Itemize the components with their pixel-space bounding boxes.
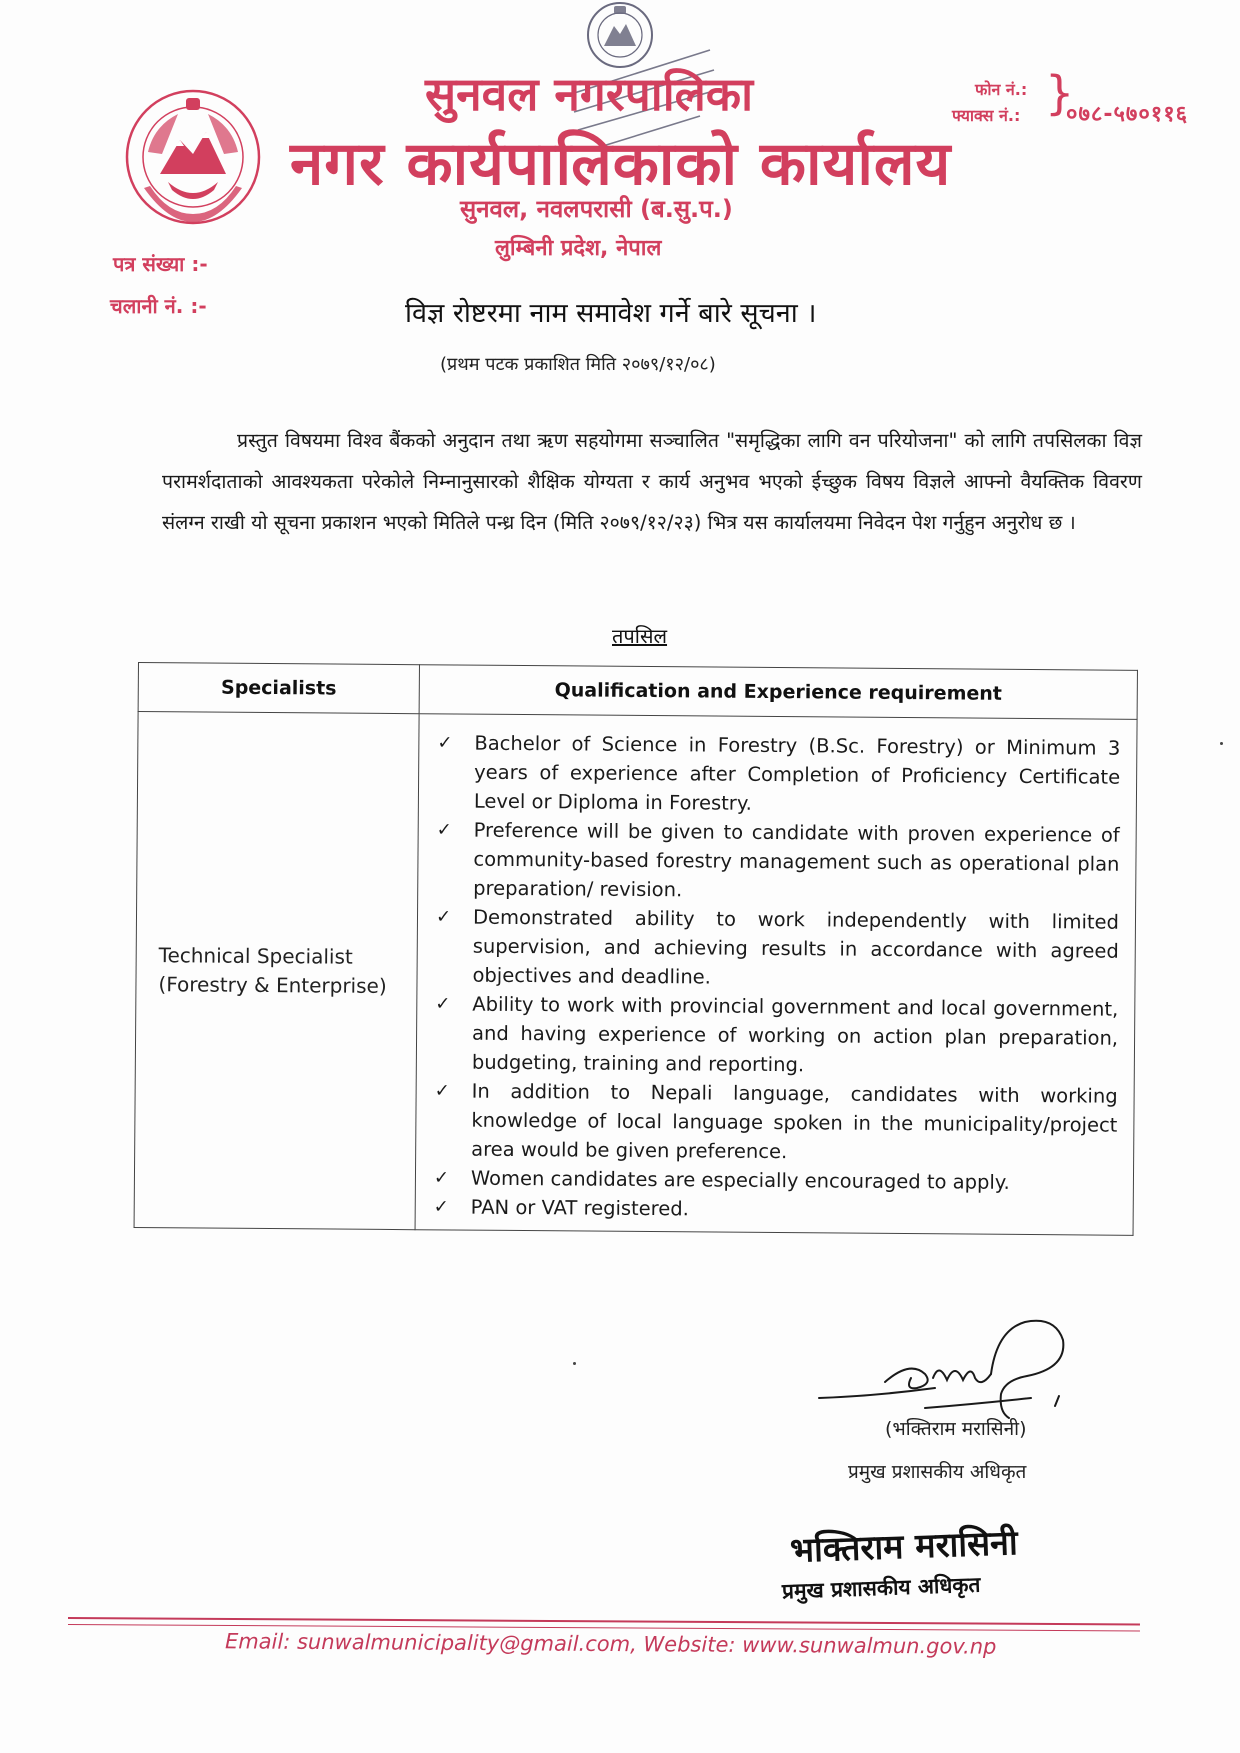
- specialist-cell: Technical Specialist (Forestry & Enterprise): [134, 712, 419, 1230]
- requirement-text: PAN or VAT registered.: [470, 1195, 689, 1221]
- requirement-item: [426, 1076, 1118, 1168]
- checkmark-icon: ✓: [436, 819, 452, 841]
- requirement-item: [427, 989, 1119, 1081]
- office-name: नगर कार्यपालिकाको कार्यालय: [290, 129, 952, 199]
- published-date: (प्रथम पटक प्रकाशित मिति २०७९/१२/०८): [440, 354, 716, 375]
- address-line-2: लुम्बिनी प्रदेश, नेपाल: [495, 236, 662, 261]
- notice-title: विज्ञ रोष्टरमा नाम समावेश गर्ने बारे सूचना ।: [405, 298, 817, 329]
- footer-contact: Email: sunwalmunicipality@gmail.com, Website: www.sunwalmun.gov.np: [224, 1629, 997, 1659]
- scan-speck: [573, 1362, 576, 1365]
- requirement-item: [429, 728, 1121, 820]
- table-row: [134, 712, 1137, 1236]
- qualification-header: Qualification and Experience requirement: [419, 665, 1137, 720]
- letter-number-label: पत्र संख्या :-: [113, 252, 208, 276]
- annex-heading: तपसिल: [612, 624, 668, 648]
- checkmark-icon: ✓: [434, 1080, 450, 1102]
- checkmark-icon: ✓: [437, 732, 453, 754]
- requirement-text: Bachelor of Science in Forestry (B.Sc. Forestry) or Minimum 3 years of experience after Completion of Proficiency Certificate Level or Diploma in Forestry.: [473, 731, 1121, 815]
- requirement-text: Ability to work with provincial government and local government, and having experience of working on action plan preparation, budgeting, training and reporting.: [471, 992, 1119, 1077]
- requirement-text: In addition to Nepali language, candidates with working knowledge of local language spoken in the municipality/project area would be given preference.: [471, 1079, 1118, 1164]
- municipality-name: सुनवल नगरपालिका: [425, 67, 754, 121]
- address-line-1: सुनवल, नवलपरासी (ब.सु.प.): [460, 195, 733, 223]
- fax-label: फ्याक्स नं.:: [952, 106, 1021, 125]
- designation-stamp: प्रमुख प्रशासकीय अधिकृत: [781, 1572, 981, 1604]
- dispatch-number-label: चलानी नं. :-: [110, 294, 207, 318]
- specialists-header: Specialists: [138, 663, 419, 714]
- signatory-name: (भक्तिराम मरासिनी): [885, 1418, 1027, 1440]
- requirements-cell: [415, 714, 1137, 1236]
- requirement-text: Preference will be given to candidate with proven experience of community-based forestry management such as operational plan preparation/ revision.: [473, 818, 1120, 902]
- requirement-text: Women candidates are especially encouraged to apply.: [470, 1166, 1010, 1194]
- requirement-item: [427, 902, 1119, 994]
- checkmark-icon: ✓: [433, 1196, 449, 1218]
- phone-number: ०७८-५७०११६: [1066, 102, 1189, 127]
- scan-speck: [1220, 742, 1223, 745]
- checkmark-icon: ✓: [435, 906, 452, 928]
- handwritten-signature: [815, 1300, 1115, 1430]
- checkmark-icon: ✓: [433, 1167, 450, 1189]
- brace-icon: }: [1045, 66, 1075, 120]
- emblem-icon: [118, 82, 268, 232]
- requirement-text: Demonstrated ability to work independently with limited supervision, and achieving results in accordance with agreed objectives and deadline.: [472, 905, 1120, 989]
- phone-label: फोन नं.:: [975, 80, 1028, 99]
- body-text: प्रस्तुत विषयमा विश्व बैंकको अनुदान तथा ऋण सहयोगमा सञ्चालित "समृद्धिका लागि वन परियोजना" को लागि तपसिलका विज्ञ परामर्शदाताको आवश्यकता परेकोले निम्नानुसारको शैक्षिक योग्यता र कार्य अनुभव भएको ईच्छुक विषय विज्ञले आफ्नो वैयक्तिक विवरण संलग्न राखी यो सूचना प्रकाशन भएको मितिले पन्ध्र दिन (मिति २०७९/१२/२३) भित्र यस कार्यालयमा निवेदन पेश गर्नुहुन अनुरोध छ ।: [162, 429, 1142, 534]
- table-header-row: [138, 663, 1137, 720]
- requirement-item: [426, 1192, 1117, 1226]
- checkmark-icon: ✓: [435, 993, 451, 1015]
- body-paragraph: [162, 420, 1142, 543]
- signatory-title: प्रमुख प्रशासकीय अधिकृत: [848, 1461, 1027, 1483]
- requirements-list: [426, 728, 1121, 1226]
- requirement-item: [428, 815, 1120, 907]
- name-stamp: भक्तिराम मरासिनी: [789, 1523, 1019, 1571]
- requirements-table: [134, 662, 1138, 1236]
